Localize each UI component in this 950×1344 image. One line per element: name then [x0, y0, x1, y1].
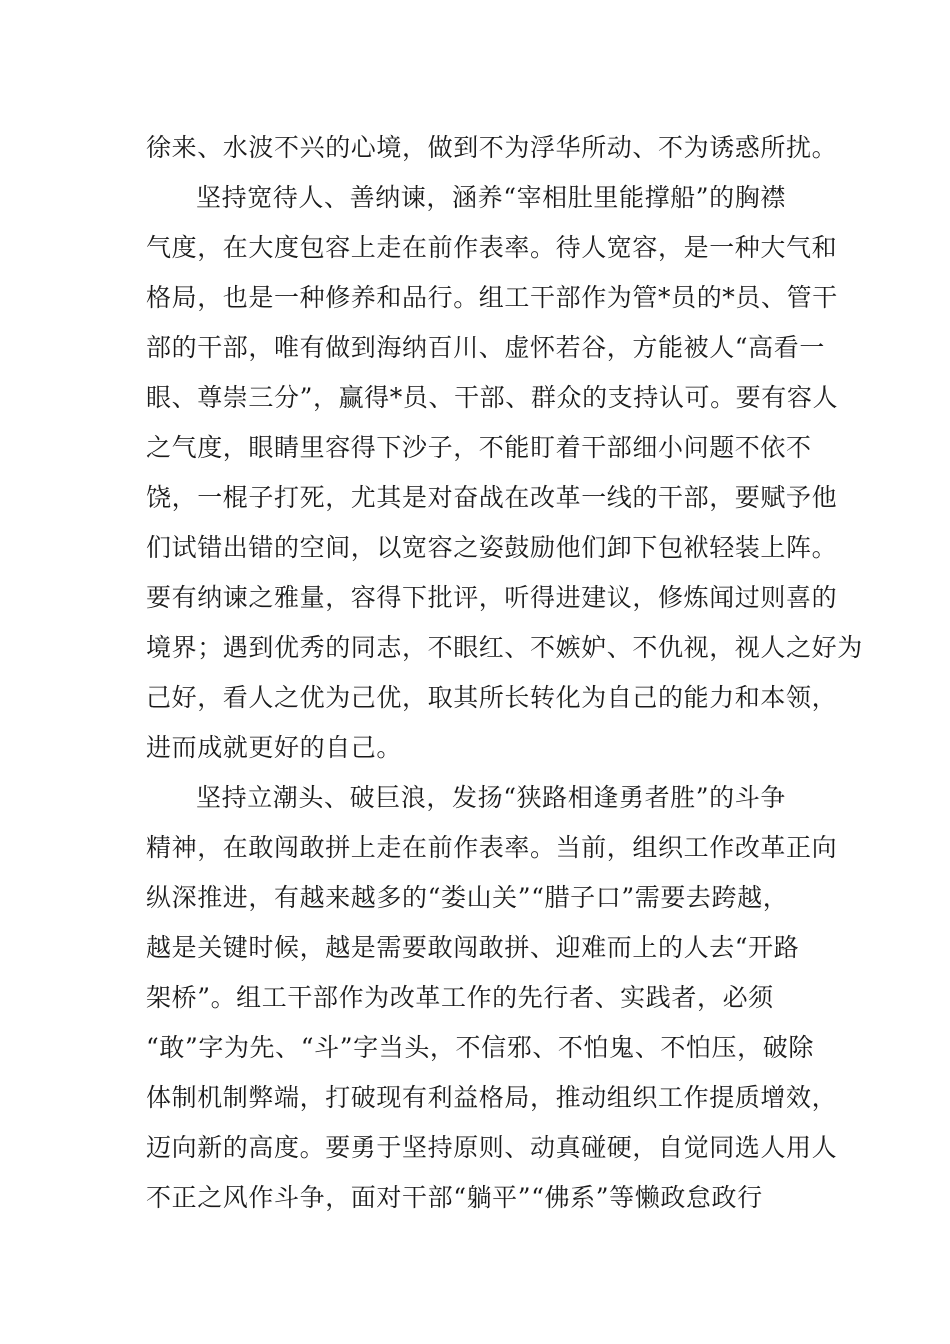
text-line: 气度，在大度包容上走在前作表率。待人宽容，是一种大气和: [146, 233, 838, 262]
text-line: 进而成就更好的自己。: [146, 733, 403, 762]
text-line: 要有纳谏之雅量，容得下批评，听得进建议，修炼闻过则喜的: [146, 583, 838, 612]
text-line: 之气度，眼睛里容得下沙子，不能盯着干部细小问题不依不: [146, 433, 812, 462]
text-line: “敢”字为先、“斗”字当头，不信邪、不怕鬼、不怕压，破除: [146, 1033, 814, 1062]
text-line: 部的干部，唯有做到海纳百川、虚怀若谷，方能被人“高看一: [146, 333, 825, 362]
paragraph-start-line: 坚持宽待人、善纳谏，涵养“宰相肚里能撑船”的胸襟: [196, 183, 786, 212]
paragraph-start-line: 坚持立潮头、破巨浪，发扬“狭路相逢勇者胜”的斗争: [196, 783, 786, 812]
text-line: 迈向新的高度。要勇于坚持原则、动真碰硬，自觉同选人用人: [146, 1133, 838, 1162]
text-line: 架桥”。组工干部作为改革工作的先行者、实践者，必须: [146, 983, 774, 1012]
text-line: 格局，也是一种修养和品行。组工干部作为管*员的*员、管干: [146, 283, 838, 312]
text-line: 境界；遇到优秀的同志，不眼红、不嫉妒、不仇视，视人之好为: [146, 633, 863, 662]
text-line: 体制机制弊端，打破现有利益格局，推动组织工作提质增效，: [146, 1083, 838, 1112]
text-line: 己好，看人之优为己优，取其所长转化为自己的能力和本领，: [146, 683, 838, 712]
text-line: 越是关键时候，越是需要敢闯敢拼、迎难而上的人去“开路: [146, 933, 800, 962]
text-line: 徐来、水波不兴的心境，做到不为浮华所动、不为诱惑所扰。: [146, 133, 838, 162]
text-line: 纵深推进，有越来越多的“娄山关”“腊子口”需要去跨越，: [146, 883, 789, 912]
text-line: 们试错出错的空间，以宽容之姿鼓励他们卸下包袱轻装上阵。: [146, 533, 838, 562]
text-line: 不正之风作斗争，面对干部“躺平”“佛系”等懒政怠政行: [146, 1183, 763, 1212]
text-line: 精神，在敢闯敢拼上走在前作表率。当前，组织工作改革正向: [146, 833, 838, 862]
text-line: 眼、尊崇三分”，赢得*员、干部、群众的支持认可。要有容人: [146, 383, 839, 412]
text-line: 饶，一棍子打死，尤其是对奋战在改革一线的干部，要赋予他: [146, 483, 838, 512]
